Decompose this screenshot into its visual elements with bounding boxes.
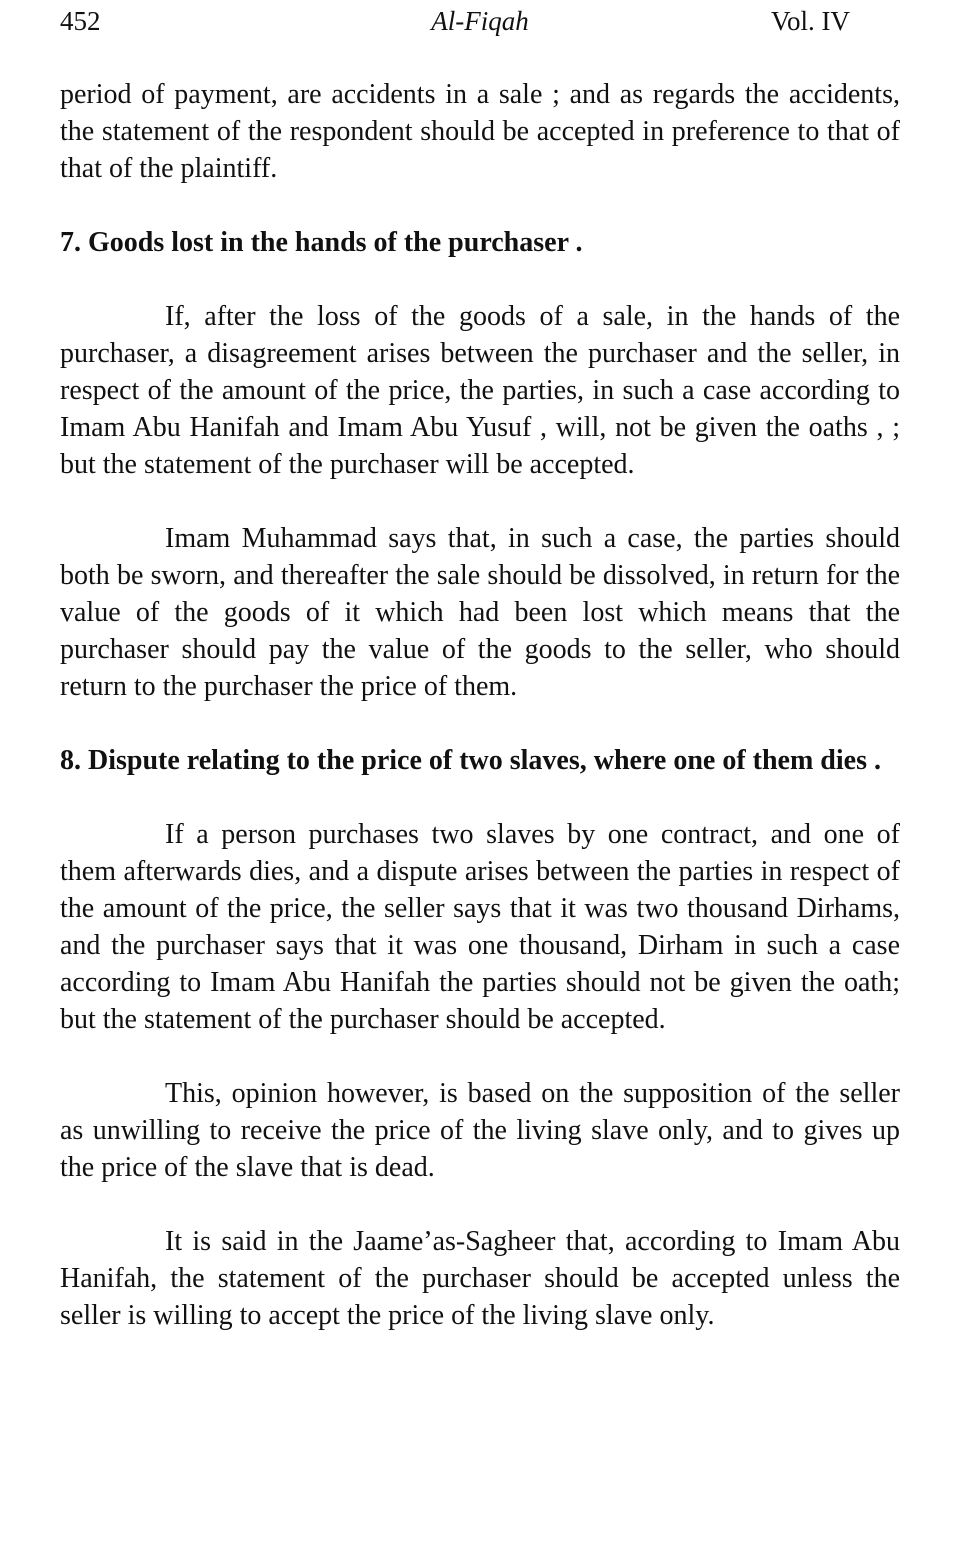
paragraph-continuation: period of payment, are accidents in a sale ; and as regards the accidents, the statement of the respondent should be accepted in preference to that of that of the plaintiff. <box>60 79 900 184</box>
volume-label: Vol. IV <box>770 6 850 36</box>
document-page <box>60 0 900 1331</box>
paragraph-jaame-as-sagheer: It is said in the Jaame’as-Sagheer that, according to Imam Abu Hanifah, the statement of the purchaser should be accepted unless the seller is willing to accept the price of the living slave only. <box>60 1226 900 1331</box>
page-header <box>60 0 900 44</box>
page-body <box>60 76 900 1371</box>
section-heading-7: 7. Goods lost in the hands of the purchaser . <box>60 227 583 258</box>
paragraph-two-slaves: If a person purchases two slaves by one contract, and one of them afterwards dies, and a dispute arises between the parties in respect of the amount of the price, the seller says that it was two thousand Dirhams, and the purchaser says that it was one thousand, Dirham in such a case according to Imam Abu Hanifah the parties should not be given the oath; but the statement of the purchaser should be accepted. <box>60 819 900 1035</box>
paragraph-opinion: This, opinion however, is based on the supposition of the seller as unwilling to receive the price of the living slave only, and to gives up the price of the slave that is dead. <box>60 1078 900 1183</box>
paragraph-goods-lost: If, after the loss of the goods of a sale, in the hands of the purchaser, a disagreement arises between the purchaser and the seller, in respect of the amount of the price, the parties, in such a case according to Imam Abu Hanifah and Imam Abu Yusuf , will, not be given the oaths , ; but the statement of the purchaser will be accepted. <box>60 301 900 480</box>
running-title: Al-Fiqah <box>431 6 529 36</box>
paragraph-imam-muhammad: Imam Muhammad says that, in such a case, the parties should both be sworn, and thereafter the sale should be dissolved, in return for the value of the goods of it which had been lost which means that the purchaser should pay the value of the goods to the seller, who should return to the purchaser the price of them. <box>60 523 900 702</box>
page-number: 452 <box>60 6 101 36</box>
section-heading-8: 8. Dispute relating to the price of two slaves, where one of them dies . <box>60 745 881 776</box>
